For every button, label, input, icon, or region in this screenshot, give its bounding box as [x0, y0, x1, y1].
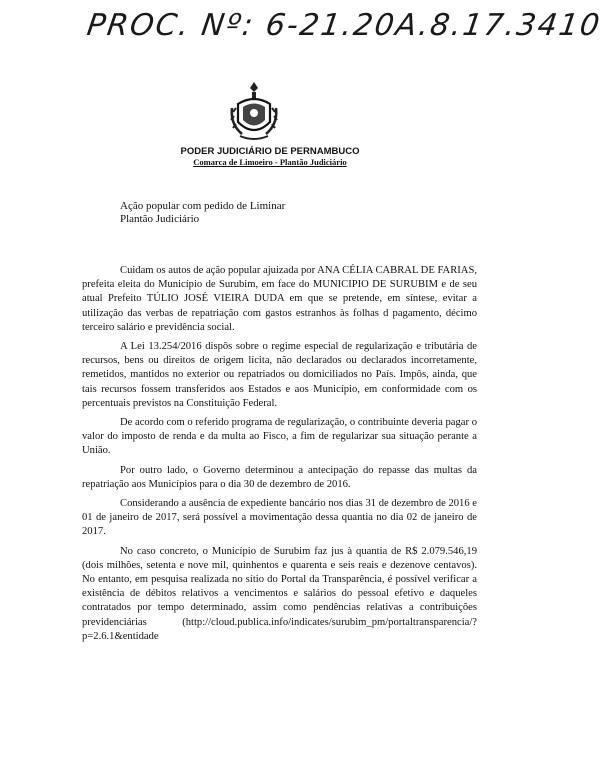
org-name: PODER JUDICIÁRIO DE PERNAMBUCO — [180, 146, 360, 157]
comarca-line: Comarca de Limoeiro - Plantão Judiciário — [193, 157, 347, 167]
heading-line-1: Ação popular com pedido de Liminar — [120, 200, 286, 212]
heading-line-2: Plantão Judiciário — [120, 213, 200, 225]
paragraph: Considerando a ausência de expediente bancário nos dias 31 de dezembro de 2016 e 01 de janeiro de 2017, será possível a movimentação dessa quantia no dia 02 de janeiro de 2017. — [82, 498, 477, 538]
paragraph: Por outro lado, o Governo determinou a antecipação do repasse das multas da repatriação aos Municípios para o dia 30 de dezembro de 2016. — [82, 464, 477, 490]
document-body — [82, 264, 477, 649]
document-heading — [120, 200, 285, 226]
paragraph: Cuidam os autos de ação popular ajuizada por ANA CÉLIA CABRAL DE FARIAS, prefeita eleita do Município de Surubim, em face do MUNICIPIO DE SURUBIM e de seu atual Prefeito TÚLIO JOSÉ VIEIRA DUDA em que se pretende, em síntese, evitar a utilização das verbas de repatriação com gastos estranhos às folhas d pagamento, décimo terceiro salário e previdência social. — [82, 265, 477, 333]
paragraph: De acordo com o referido programa de regularização, o contribuinte deveria pagar o valor do imposto de renda e da multa ao Fisco, a fim de regularizar sua situação perante a União. — [82, 417, 477, 457]
paragraph: A Lei 13.254/2016 dispôs sobre o regime especial de regularização e tributária de recursos, bens ou direitos de origem lícita, não declarados ou declarados incorretamente, remetidos, mantidos no exterior ou repatriados ou domiciliados no País. Impôs, ainda, que tais recursos fossem transferidos aos Estados e aos Município, em conformidade com os percentuais previstos na Constituição Federal. — [82, 341, 477, 409]
handwritten-process-number: PROC. Nº: 6-21.20A.8.17.3410 — [84, 8, 604, 43]
paragraph: No caso concreto, o Município de Surubim faz jus à quantia de R$ 2.079.546,19 (dois milhões, setenta e nove mil, quinhentos e quarenta e seis reais e dezenove centavos). No entanto, em pesquisa realizada no sítio do Portal da Transparência, é possível verificar a existência de débitos relativos a vencimentos e salários do pessoal efetivo e daqueles contratados por tempo determinado, assim como pendências relativas a contribuições previdenciárias (http://cloud.publica.info/indicates/surubim_pm/portaltransparencia/?p=2.6.1&entidade — [82, 545, 477, 642]
pernambuco-coat-of-arms-icon — [228, 78, 280, 144]
